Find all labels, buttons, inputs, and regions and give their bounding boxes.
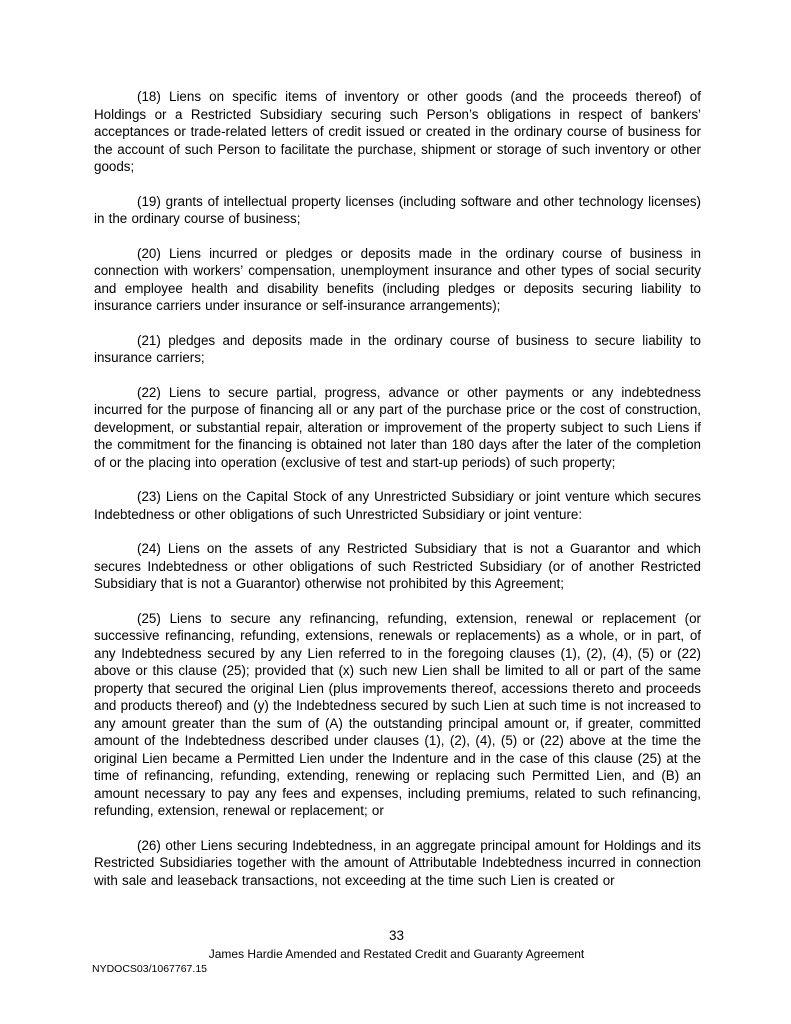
clause-paragraph-25 <box>94 610 701 820</box>
clause-body: grants of intellectual property licenses (including software and other technology licenses) in the ordinary course of business; <box>94 193 701 226</box>
clause-number: (21) <box>137 332 161 348</box>
clause-paragraph-19 <box>94 193 701 228</box>
clause-paragraph-24 <box>94 540 701 593</box>
page-number: 33 <box>388 928 405 943</box>
clause-body: pledges and deposits made in the ordinary course of business to secure liability to insurance carriers; <box>94 332 701 365</box>
clause-paragraph-22 <box>94 384 701 472</box>
clause-paragraph-18 <box>94 88 701 176</box>
clause-body: other Liens securing Indebtedness, in an aggregate principal amount for Holdings and its Restricted Subsidiaries together with the amount of Attributable Indebtedness incurred in connection with sale and leaseback transactions, not exceeding at the time such Lien is created or <box>94 837 701 888</box>
clause-paragraph-23 <box>94 488 701 523</box>
clause-body: Liens on the assets of any Restricted Subsidiary that is not a Guarantor and which secures Indebtedness or other obligations of such Restricted Subsidiary (or of another Restricted Subsidiary that is not a Guarantor) otherwise not prohibited by this Agreement; <box>94 541 701 591</box>
clause-body: Liens on the Capital Stock of any Unrestricted Subsidiary or joint venture which secures Indebtedness or other obligations of such Unrestricted Subsidiary or joint venture: <box>94 489 701 522</box>
footer-document-reference: NYDOCS03/1067767.15 <box>92 963 207 975</box>
clause-number: (19) <box>137 193 161 209</box>
clause-body: Liens to secure partial, progress, advance or other payments or any indebtedness incurred for the purpose of financing all or any part of the purchase price or the cost of construction, development, or substantial repair, alteration or improvement of the property subject to such Liens if the commitment for the financing is obtained not later than 180 days after the later of the completion of or the placing into operation (exclusive of test and start-up periods) of such property; <box>94 384 701 470</box>
clause-paragraph-20 <box>94 245 701 315</box>
clause-body: Liens incurred or pledges or deposits made in the ordinary course of business in connection with workers’ compensation, unemployment insurance and other types of social security and employee health and disability benefits (including pledges or deposits securing liability to insurance carriers under insurance or self-insurance arrangements); <box>94 245 701 313</box>
clause-number: (18) <box>137 89 161 104</box>
clause-number: (26) <box>137 837 161 853</box>
clause-paragraph-21 <box>94 332 701 367</box>
clause-number: (23) <box>137 489 161 504</box>
clause-number: (24) <box>137 541 161 556</box>
clause-number: (20) <box>137 245 161 261</box>
clause-body: Liens on specific items of inventory or other goods (and the proceeds thereof) of Holdings or a Restricted Subsidiary securing such Person’s obligations in respect of bankers’ acceptances or trade-related letters of credit issued or created in the ordinary course of business for the account of such Person to facilitate the purchase, shipment or storage of such inventory or other goods; <box>94 89 701 174</box>
page-footer <box>92 928 701 976</box>
clause-body: Liens to secure any refinancing, refunding, extension, renewal or replacement (or successive refinancing, refunding, extensions, renewals or replacements) as a whole, or in part, of any Indebtedness secured by any Lien referred to in the foregoing clauses (1), (2), (4), (5) or (22) above or this clause (25); provided that (x) such new Lien shall be limited to all or part of the same property that secured the original Lien (plus improvements thereof, accessions thereto and proceeds and products thereof) and (y) the Indebtedness secured by such Lien at such time is not increased to any amount greater than the sum of (A) the outstanding principal amount or, if greater, committed amount of the Indebtedness described under clauses (1), (2), (4), (5) or (22) above at the time the original Lien became a Permitted Lien under the Indenture and in the case of this clause (25) at the time of refinancing, refunding, extending, renewing or replacing such Permitted Lien, and (B) an amount necessary to pay any fees and expenses, including premiums, related to such refinancing, refunding, extension, renewal or replacement; or <box>94 610 701 818</box>
document-body <box>94 88 701 889</box>
clause-number: (22) <box>137 384 161 400</box>
footer-document-title: James Hardie Amended and Restated Credit and Guaranty Agreement <box>208 947 585 961</box>
clause-number: (25) <box>137 610 161 626</box>
clause-paragraph-26 <box>94 837 701 890</box>
